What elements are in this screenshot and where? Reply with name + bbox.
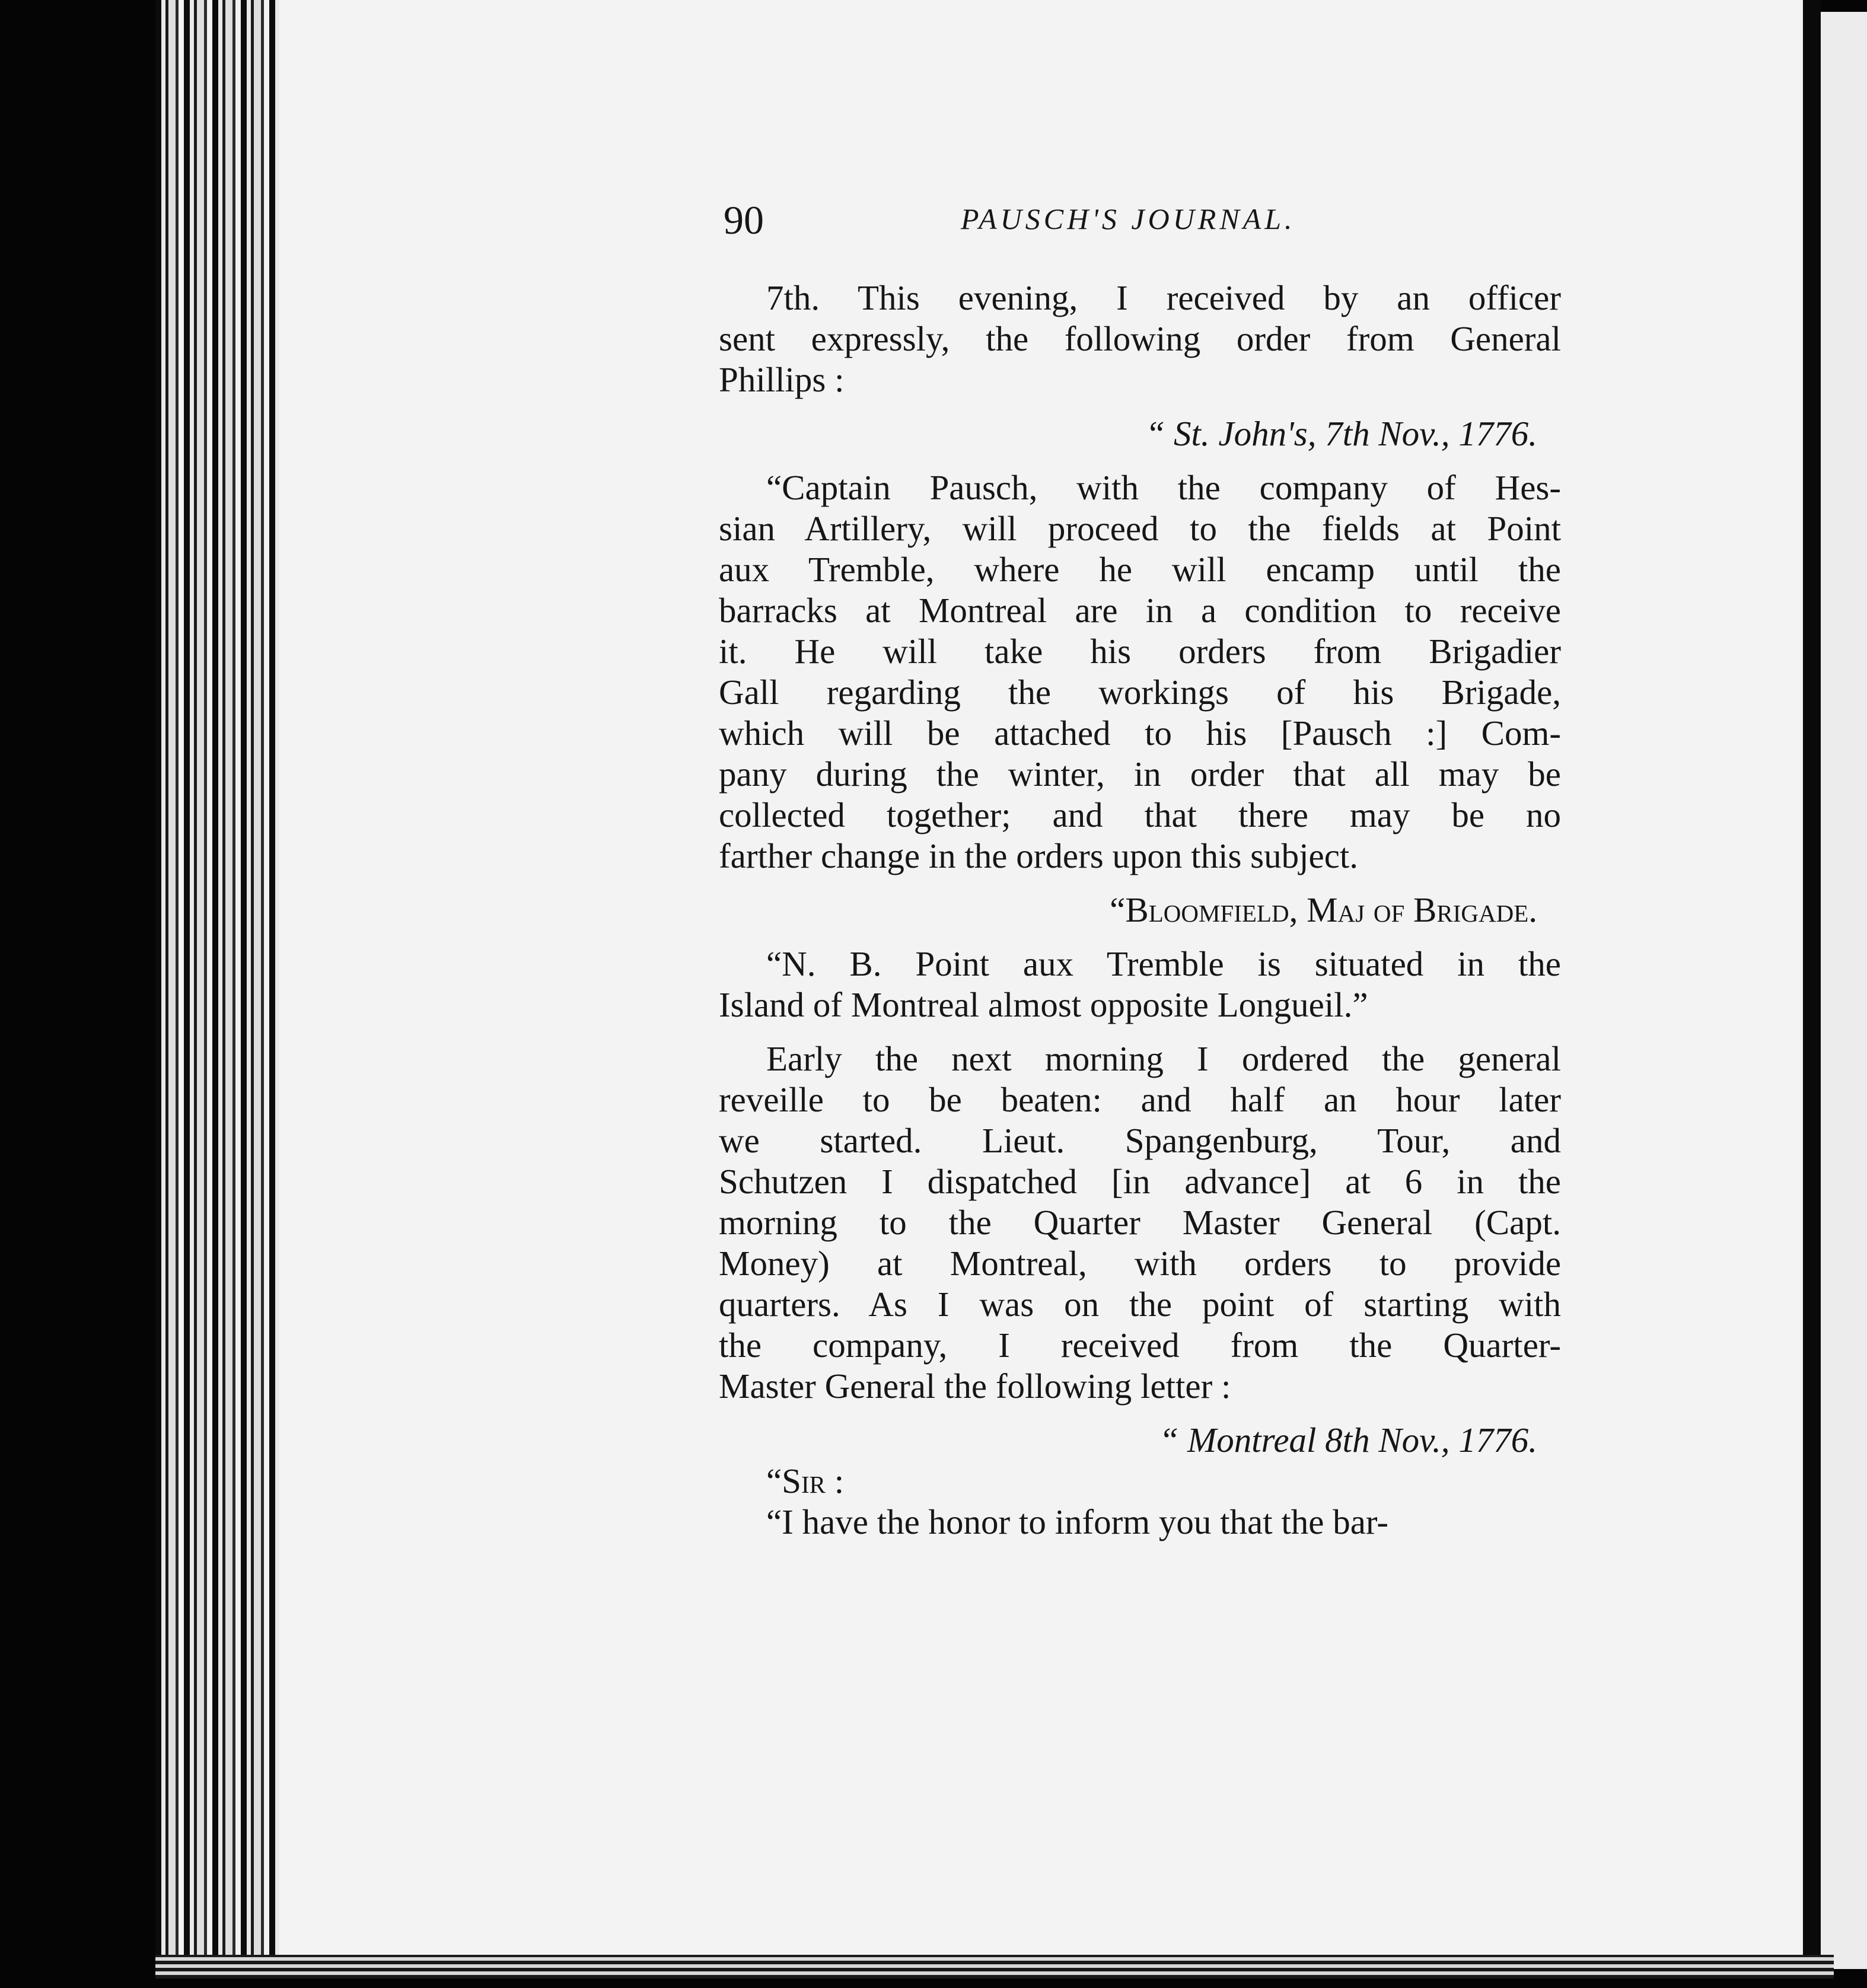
text-line: sian Artillery, will proceed to the fields at Point [719,509,1561,548]
text-line: Money) at Montreal, with orders to provide [719,1244,1561,1283]
text-line: sent expressly, the following order from General [719,319,1561,358]
text-line: aux Tremble, where he will encamp until the [719,550,1561,589]
running-title: PAUSCH'S JOURNAL. [961,202,1296,235]
text-line: farther change in the orders upon this subject. [719,836,1359,875]
text-line: “Captain Pausch, with the company of Hes- [766,468,1561,507]
text-line: which will be attached to his [Pausch :] Com- [719,713,1561,753]
text-line: “N. B. Point aux Tremble is situated in the [766,944,1561,983]
page-stack-edges [155,0,293,1969]
page-header [724,197,1566,244]
text-line: 7th. This evening, I received by an officer [766,278,1561,317]
narrative-paragraph [719,1038,1561,1407]
text-line: Early the next morning I ordered the general [766,1039,1561,1078]
opening-paragraph [719,278,1561,400]
text-line: pany during the winter, in order that all may be [719,754,1561,794]
text-line: Island of Montreal almost opposite Longueil.” [719,985,1368,1024]
page-text [719,278,1561,1543]
text-line: barracks at Montreal are in a condition to receive [719,591,1561,630]
salutation: “Sir : [766,1461,845,1500]
order-paragraph [719,467,1561,877]
text-line: reveille to be beaten: and half an hour later [719,1080,1561,1119]
dateline: “ St. John's, 7th Nov., 1776. [1145,414,1537,453]
text-line: morning to the Quarter Master General (Capt. [719,1203,1561,1242]
text-line: collected together; and that there may be no [719,795,1561,834]
text-line: we started. Lieut. Spangenburg, Tour, and [719,1121,1561,1160]
page-bottom-edges [155,1955,1834,1979]
text-line: Master General the following letter : [719,1366,1231,1406]
text-line: Gall regarding the workings of his Brigade, [719,673,1561,712]
text-line: quarters. As I was on the point of starting with [719,1285,1561,1324]
page-gutter-shadow [1803,0,1821,1975]
text-line: Phillips : [719,360,845,399]
text-line: “I have the honor to inform you that the bar- [766,1502,1389,1541]
text-line: the company, I received from the Quarter- [719,1326,1561,1365]
text-line: it. He will take his orders from Brigadier [719,632,1561,671]
dateline: “ Montreal 8th Nov., 1776. [1159,1420,1537,1460]
text-line: Schutzen I dispatched [in advance] at 6 in the [719,1162,1561,1201]
signature: “Bloomfield, Maj of Brigade. [1110,890,1537,929]
page-number: 90 [724,197,764,243]
nota-bene [719,944,1561,1025]
facing-page-sliver [1821,12,1867,1969]
